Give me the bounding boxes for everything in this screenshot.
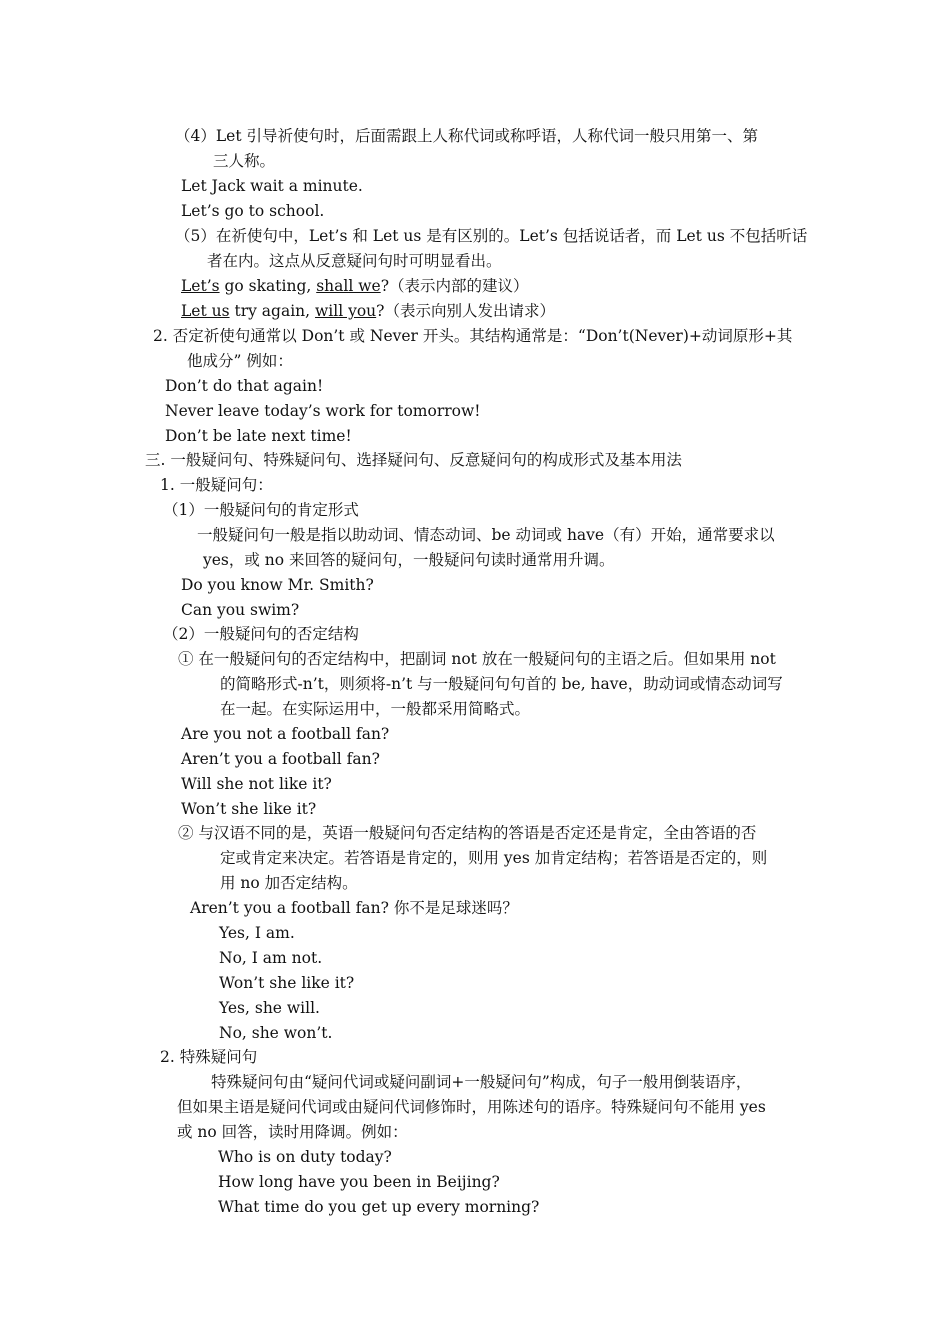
example-never-leave: Never leave today’s work for tomorrow! bbox=[165, 402, 481, 420]
item-1-heading: （1）一般疑问句的肯定形式 bbox=[163, 501, 359, 519]
example-will-she-not: Will she not like it? bbox=[181, 775, 332, 793]
point-2-line-2: 定或肯定来决定。若答语是肯定的，则用 yes 加肯定结构；若答语是否定的，则 bbox=[220, 849, 768, 867]
example-wont-she: Won’t she like it? bbox=[181, 800, 317, 818]
example-let-us-try bbox=[181, 301, 555, 321]
underlined-will-you: will you bbox=[315, 302, 377, 320]
item-1-para-line-2: yes，或 no 来回答的疑问句，一般疑问句读时通常用升调。 bbox=[203, 551, 615, 569]
subsection-2-para-line-1: 特殊疑问句由“疑问代词或疑问副词+一般疑问句”构成，句子一般用倒装语序， bbox=[211, 1073, 752, 1091]
answer-yes-she-will: Yes, she will. bbox=[219, 999, 320, 1017]
item-2-heading: （2）一般疑问句的否定结构 bbox=[163, 625, 359, 643]
underlined-let-us: Let us bbox=[181, 302, 230, 320]
answer-yes-i-am: Yes, I am. bbox=[219, 924, 295, 942]
example-do-you-know: Do you know Mr. Smith? bbox=[181, 576, 374, 594]
note-5-line-1: （5）在祈使句中，Let’s 和 Let us 是有区别的。Let’s 包括说话者，而 Let us 不包括听话 bbox=[175, 227, 808, 245]
example-can-you-swim: Can you swim? bbox=[181, 601, 300, 619]
text-try-again: try again, bbox=[229, 302, 316, 320]
example-dont-do: Don’t do that again! bbox=[165, 377, 324, 395]
point-2-line-1: ② 与汉语不同的是，英语一般疑问句否定结构的答语是否定还是肯定，全由答语的否 bbox=[178, 824, 757, 842]
section-3-heading: 三. 一般疑问句、特殊疑问句、选择疑问句、反意疑问句的构成形式及基本用法 bbox=[145, 451, 682, 469]
note-internal-suggestion: ?（表示内部的建议） bbox=[380, 277, 529, 295]
subsection-2-para-line-3: 或 no 回答，读时用降调。例如： bbox=[177, 1123, 408, 1141]
example-arent-you: Aren’t you a football fan? bbox=[181, 750, 380, 768]
underlined-shall-we: shall we bbox=[316, 277, 381, 295]
example-dont-be-late: Don’t be late next time! bbox=[165, 427, 352, 445]
note-request: ?（表示向别人发出请求） bbox=[376, 302, 555, 320]
section-2-heading-line-1: 2. 否定祈使句通常以 Don’t 或 Never 开头。其结构通常是：“Don’t(Never)+动词原形+其 bbox=[153, 327, 793, 345]
item-1-para-line-1: 一般疑问句一般是指以助动词、情态动词、be 动词或 have（有）开始，通常要求以 bbox=[197, 526, 775, 544]
subsection-2-heading: 2. 特殊疑问句 bbox=[160, 1048, 258, 1066]
section-2-heading-line-2: 他成分” 例如： bbox=[187, 352, 293, 370]
subsection-2-para-line-2: 但如果主语是疑问代词或由疑问代词修饰时，用陈述句的语序。特殊疑问句不能用 yes bbox=[177, 1098, 766, 1116]
example-lets-go: Let’s go to school. bbox=[181, 202, 325, 220]
example-how-long: How long have you been in Beijing? bbox=[218, 1173, 500, 1191]
example-what-time: What time do you get up every morning? bbox=[218, 1198, 540, 1216]
example-who-is-on-duty: Who is on duty today? bbox=[218, 1148, 392, 1166]
text-go-skating: go skating, bbox=[219, 277, 317, 295]
subsection-1-heading: 1. 一般疑问句： bbox=[160, 476, 273, 494]
example-let-jack: Let Jack wait a minute. bbox=[181, 177, 363, 195]
example-lets-go-skating bbox=[181, 276, 529, 296]
underlined-lets: Let’s bbox=[181, 277, 220, 295]
point-1-line-2: 的简略形式-n’t，则须将-n’t 与一般疑问句句首的 be, have，助动词或情态动词写 bbox=[220, 675, 783, 693]
answer-no-she-wont: No, she won’t. bbox=[219, 1024, 333, 1042]
question-wont-she: Won’t she like it? bbox=[219, 974, 355, 992]
note-4-line-2: 三人称。 bbox=[213, 152, 276, 170]
point-1-line-1: ① 在一般疑问句的否定结构中，把副词 not 放在一般疑问句的主语之后。但如果用 not bbox=[178, 650, 776, 668]
note-4-line-1: （4）Let 引导祈使句时，后面需跟上人称代词或称呼语，人称代词一般只用第一、第 bbox=[175, 127, 758, 145]
note-5-line-2: 者在内。这点从反意疑问句时可明显看出。 bbox=[207, 252, 502, 270]
example-arent-you-translation: Aren’t you a football fan? 你不是足球迷吗？ bbox=[190, 899, 518, 917]
point-1-line-3: 在一起。在实际运用中，一般都采用简略式。 bbox=[220, 700, 531, 718]
point-2-line-3: 用 no 加否定结构。 bbox=[220, 874, 358, 892]
example-are-you-not: Are you not a football fan? bbox=[181, 725, 390, 743]
answer-no-i-am-not: No, I am not. bbox=[219, 949, 323, 967]
